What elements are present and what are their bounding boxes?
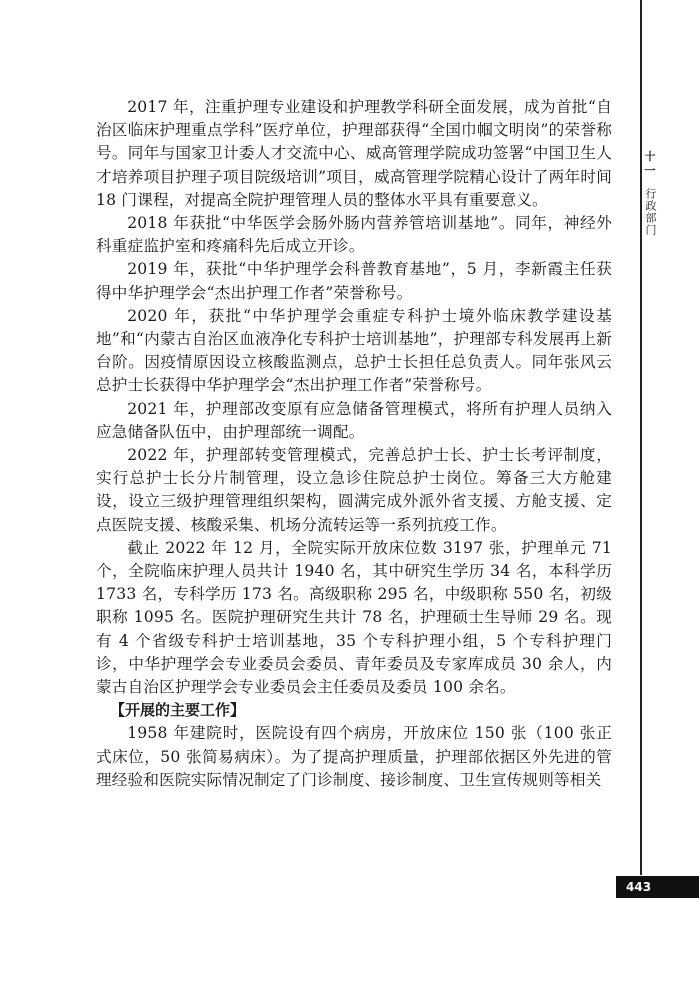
page-body — [96, 96, 612, 792]
paragraph-2021: 2021 年，护理部改变原有应急储备管理模式，将所有护理人员纳入应急储备队伍中，由护理部统一调配。 — [96, 399, 612, 441]
paragraph-2019: 2019 年，获批“中华护理学会科普教育基地”，5 月，李新霞主任获得中华护理学会“杰出护理工作者”荣誉称号。 — [96, 260, 612, 302]
chapter-number: 十一 — [644, 150, 656, 177]
paragraph-2017: 2017 年，注重护理专业建设和护理教学科研全面发展，成为首批“自治区临床护理重点学科”医疗单位，护理部获得“全国巾帼文明岗”的荣誉称号。同年与国家卫计委人才交流中心、威高管理学院成功签署“中国卫生人才培养项目护理子项目院级培训”项目，威高管理学院精心设计了两年时间 18 门课程，对提高全院护理管理人员的整体水平具有重要意义。 — [96, 98, 612, 209]
paragraph-1958: 1958 年建院时，医院设有四个病房，开放床位 150 张（100 张正式床位，50 张简易病床）。为了提高护理质量，护理部依据区外先进的管理经验和医院实际情况制定了门诊制度、接诊制度、卫生宣传规则等相关 — [96, 724, 612, 789]
section-heading: 【开展的主要工作】 — [110, 701, 246, 720]
chapter-title: 行政部门 — [644, 188, 657, 236]
paragraph-2022: 2022 年，护理部转变管理模式，完善总护士长、护士长考评制度，实行总护士长分片制管理，设立急诊住院总护士岗位。筹备三大方舱建设，设立三级护理管理组织架构，圆满完成外派外省支援、方舱支援、定点医院支援、核酸采集、机场分流转运等一系列抗疫工作。 — [96, 446, 612, 534]
chapter-tab — [643, 150, 657, 236]
page-number: 443 — [616, 876, 699, 898]
paragraph-statistics: 截止 2022 年 12 月，全院实际开放床位数 3197 张，护理单元 71 个，全院临床护理人员共计 1940 名，其中研究生学历 34 名，本科学历 1733 名，专科学历 173 名。高级职称 295 名，中级职称 550 名，初级职称 1095 名。医院护理研究生共计 78 名，护理硕士生导师 29 名。现有 4 个省级专科护士培训基地，35 个专科护理小组，5 个专科护理门诊，中华护理学会专业委员会委员、青年委员及专家库成员 30 余人，内蒙古自治区护理学会专业委员会主任委员及委员 100 余名。 — [96, 538, 612, 697]
margin-rule — [640, 0, 642, 875]
paragraph-2020: 2020 年，获批“中华护理学会重症专科护士境外临床教学建设基地”和“内蒙古自治区血液净化专科护士培训基地”，护理部专科发展再上新台阶。因疫情原因设立核酸监测点，总护士长担任总负责人。同年张风云总护士长获得中华护理学会“杰出护理工作者”荣誉称号。 — [96, 306, 612, 395]
paragraph-2018: 2018 年获批“中华医学会肠外肠内营养管培训基地”。同年，神经外科重症监护室和疼痛科先后成立开诊。 — [96, 214, 612, 256]
